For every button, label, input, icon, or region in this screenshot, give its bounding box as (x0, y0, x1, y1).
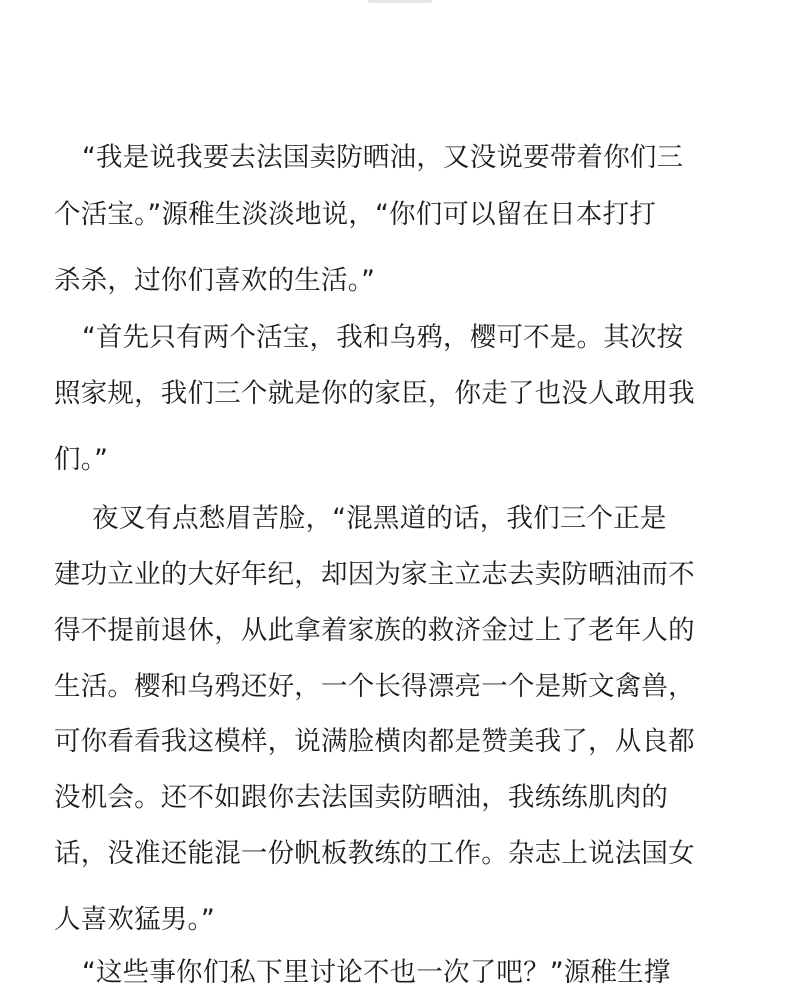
text-line: 夜叉有点愁眉苦脸，“混黑道的话，我们三个正是 (92, 503, 667, 534)
text-line: 们。” (54, 444, 109, 475)
text-line: 个活宝。”源稚生淡淡地说，“你们可以留在日本打打 (54, 199, 657, 230)
text-line: 杀杀，过你们喜欢的生活。” (54, 265, 376, 296)
text-line: 照家规，我们三个就是你的家臣，你走了也没人敢用我 (54, 378, 695, 409)
text-line: 可你看看我这模样，说满脸横肉都是赞美我了，从良都 (54, 726, 695, 757)
text-line: 人喜欢猛男。” (54, 904, 215, 935)
text-line: “首先只有两个活宝，我和乌鸦，樱可不是。其次按 (82, 322, 684, 353)
text-line: “这些事你们私下里讨论不也一次了吧？”源稚生撑 (82, 957, 671, 988)
text-line: “我是说我要去法国卖防晒油，又没说要带着你们三 (82, 142, 684, 173)
text-line: 建功立业的大好年纪，却因为家主立志去卖防晒油而不 (54, 559, 695, 590)
text-line: 话，没准还能混一份帆板教练的工作。杂志上说法国女 (54, 838, 695, 869)
text-line: 得不提前退休，从此拿着家族的救济金过上了老年人的 (54, 615, 695, 646)
text-line: 生活。樱和乌鸦还好，一个长得漂亮一个是斯文禽兽， (54, 671, 695, 702)
top-handle (368, 0, 432, 3)
text-line: 没机会。还不如跟你去法国卖防晒油，我练练肌肉的 (54, 782, 669, 813)
